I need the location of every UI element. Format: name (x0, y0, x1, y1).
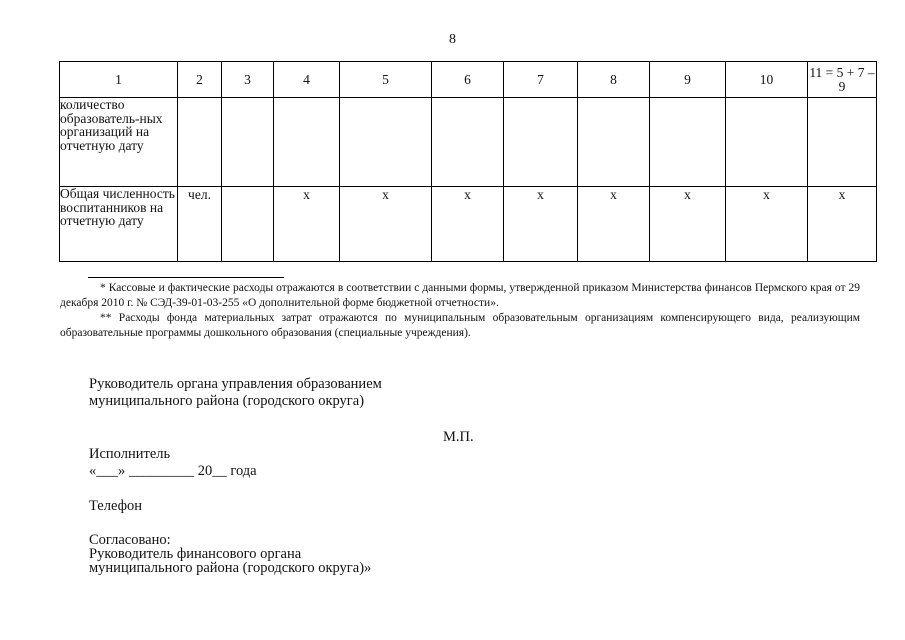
footnote: ** Расходы фонда материальных затрат отражаются по муниципальным образовательным организациям компенсирующего вида, реализующим образовательные программы дошкольного образования (специальные учреждения). (60, 312, 860, 339)
fin-head-line2: муниципального района (городского округа)» (89, 560, 372, 576)
table-cell (274, 98, 340, 187)
col-header: 2 (178, 62, 222, 98)
page-number: 8 (449, 32, 456, 47)
head-title-line2: муниципального района (городского округа) (89, 393, 365, 409)
table-cell: х (808, 187, 877, 262)
table-row (60, 98, 877, 187)
col-header: 4 (274, 62, 340, 98)
stamp-place: М.П. (443, 429, 474, 445)
fin-head-line1: Руководитель финансового органа (89, 546, 302, 562)
table-cell: х (578, 187, 650, 262)
table-cell (178, 98, 222, 187)
col-header: 6 (432, 62, 504, 98)
table-row (60, 187, 877, 262)
col-header: 10 (726, 62, 808, 98)
table-cell (340, 98, 432, 187)
table-cell (222, 187, 274, 262)
table-header-row (60, 62, 877, 98)
col-header: 11 = 5 + 7 – 9 (808, 62, 877, 98)
table-cell: х (274, 187, 340, 262)
table-cell (578, 98, 650, 187)
row-label: Общая численность воспитанников на отчетную дату (60, 187, 178, 262)
col-header: 9 (650, 62, 726, 98)
table-cell (726, 98, 808, 187)
table-cell (222, 98, 274, 187)
report-table (59, 61, 877, 262)
table-cell (504, 98, 578, 187)
table-cell: х (504, 187, 578, 262)
phone-label: Телефон (89, 498, 142, 514)
col-header: 7 (504, 62, 578, 98)
footnote: * Кассовые и фактические расходы отражаются в соответствии с данными формы, утвержденной приказом Министерства финансов Пермского края от 29 декабря 2010 г. № СЭД-39-01-03-255 «О дополнительной форме бюджетной отчетности». (60, 282, 860, 309)
executor-label: Исполнитель (89, 446, 171, 462)
table-cell: х (726, 187, 808, 262)
table-cell: х (432, 187, 504, 262)
table-cell (432, 98, 504, 187)
row-label: количество образователь-ных организаций на отчетную дату (60, 98, 178, 187)
date-line: «___» _________ 20__ года (89, 463, 257, 479)
col-header: 5 (340, 62, 432, 98)
col-header: 1 (60, 62, 178, 98)
table-cell (650, 98, 726, 187)
table-cell: чел. (178, 187, 222, 262)
table-cell: х (650, 187, 726, 262)
agreed-label: Согласовано: (89, 532, 171, 548)
table-cell (808, 98, 877, 187)
footnote-separator (88, 277, 284, 278)
head-title-line1: Руководитель органа управления образованием (89, 376, 382, 392)
col-header: 3 (222, 62, 274, 98)
table-cell: х (340, 187, 432, 262)
col-header: 8 (578, 62, 650, 98)
